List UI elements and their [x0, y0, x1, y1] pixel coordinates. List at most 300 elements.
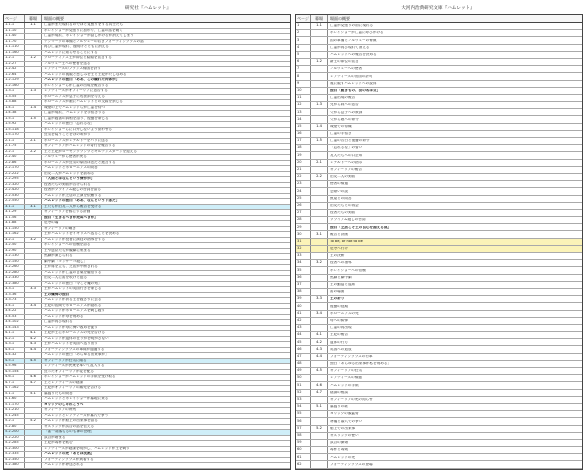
row-page: 3.4.53: [5, 314, 17, 318]
table-row: [296, 196, 582, 203]
row-scene: [24, 276, 42, 281]
row-summary: 亡霊が再び現れて消える: [330, 45, 370, 49]
row-summary: 尼寺の場: [44, 221, 59, 225]
row-scene: [24, 84, 42, 89]
row-scene: [24, 452, 42, 457]
table-row: [296, 138, 582, 145]
right-panel-title: 大河内治典研究文庫『ハムレット』: [401, 6, 475, 11]
row-summary: オフィーリアの狂気: [330, 369, 362, 373]
row-summary: ホレイショーが見張りに加わり、亡霊の話を聞く: [44, 28, 123, 32]
row-summary: ホレイショーへの信頼を語る: [44, 243, 91, 247]
row-summary: 旧友二人がハムレットを訪ねる: [44, 171, 95, 175]
row-summary: ハムレットが葬送される: [44, 463, 84, 467]
row-page: 38: [297, 289, 302, 294]
row-summary: 「人間とはなんという傑作か」: [44, 177, 95, 181]
row-page: 4.5.96: [5, 364, 17, 368]
row-summary: ハムレットがポローニアスを刺し殺す: [44, 309, 105, 313]
row-summary: 「雀一羽落ちるのも神の摂理」: [44, 430, 95, 434]
row-scene: [310, 203, 328, 209]
row-summary: フォーティンブラスの行軍: [330, 354, 373, 358]
row-summary: 使者の帰還: [330, 182, 348, 186]
row-page: 58: [297, 432, 302, 437]
row-summary: 「忘れるな」の誓い: [330, 146, 363, 150]
row-summary: 狂ったオフィーリアが花を配る: [44, 369, 94, 373]
table-row: [296, 354, 582, 361]
row-summary: 船上での出来事: [330, 426, 356, 430]
row-summary: 王がハムレットをイギリスへ送ることを決める: [44, 232, 120, 236]
row-summary: オフィーリアがハムレットの奇行を報告する: [44, 144, 116, 148]
row-page: 4.6.1: [5, 375, 15, 379]
row-page: 41: [297, 310, 302, 315]
row-scene: 5.1: [24, 392, 42, 397]
row-scene: [310, 66, 328, 72]
row-scene: [310, 188, 328, 194]
row-summary: ノルウェーへの使者: [330, 67, 363, 71]
row-scene: 3.3: [24, 287, 42, 292]
row-scene: [24, 436, 42, 441]
row-summary: 恋煩いの説: [330, 189, 348, 193]
row-scene: [24, 254, 42, 259]
row-summary: ハムレットとレアティーズが墓穴で争う: [44, 413, 109, 417]
row-summary: フォーティンブラスの登場: [330, 462, 373, 466]
row-page: 29: [297, 224, 302, 229]
row-scene: [310, 181, 328, 187]
table-row: [296, 217, 582, 224]
row-summary: ハムレットの手紙: [330, 383, 359, 387]
row-scene: 4.4: [310, 354, 328, 360]
right-column-headers: [296, 15, 582, 23]
row-scene: [310, 325, 328, 331]
row-page: 54: [297, 404, 302, 409]
row-summary: ハムレットとホレイショーが墓地に来る: [44, 397, 109, 401]
row-scene: [310, 447, 328, 453]
row-page: 5.2.285: [5, 441, 19, 445]
table-row: [296, 224, 582, 231]
row-scene: [24, 227, 42, 232]
row-summary: 毒杯と毒剣: [330, 448, 348, 452]
row-page: 3.1.1: [5, 204, 15, 208]
row-summary: 国の軍備とノルウェーの脅威: [330, 38, 377, 42]
row-scene: [310, 131, 328, 137]
table-row: [296, 231, 582, 238]
row-scene: 1.1: [310, 23, 328, 29]
row-summary: 亡霊出現の報告: [330, 96, 356, 100]
row-page: 1.2.129: [5, 78, 19, 82]
row-page: 1.1.110: [5, 45, 19, 49]
row-summary: レアティーズの出国の許可: [330, 74, 373, 78]
row-page: 4.1.1: [5, 331, 15, 335]
row-summary: ハムレットに知らせることにする: [44, 50, 98, 54]
table-row: [296, 116, 582, 123]
row-summary: 旧友二人の到着: [330, 175, 356, 179]
table-row: [296, 390, 582, 397]
table-row: [296, 397, 582, 404]
row-scene: [24, 73, 42, 78]
row-summary: 試合の開始: [330, 441, 348, 445]
row-page: 10: [297, 87, 302, 92]
table-row: [296, 375, 582, 382]
row-scene: [24, 232, 42, 237]
row-summary: 亡霊が殺害の真相を語り、復讐を命じる: [44, 116, 109, 120]
row-scene: 4.5: [24, 359, 42, 364]
row-scene: [310, 210, 328, 216]
row-summary: レアティーズのフランス帰国を許す: [44, 67, 101, 71]
row-scene: [24, 353, 42, 358]
row-page: 5.2.1: [5, 419, 15, 423]
row-scene: [24, 458, 42, 463]
row-scene: [24, 51, 42, 56]
row-page: 51: [297, 382, 302, 387]
row-summary: オズリックの使い: [330, 433, 359, 437]
row-summary: ハムレットが船上の出来事を語る: [44, 419, 98, 423]
row-scene: 3.2: [310, 260, 328, 266]
row-summary: 亡霊が現れ、ホレイショーが話しかけるが消えてしまう: [44, 34, 134, 38]
row-page: 6: [297, 59, 300, 64]
row-scene: [24, 62, 42, 67]
row-summary: ハムレットの独白「今こそ魔の刻」: [44, 281, 102, 285]
row-page: 53: [297, 397, 302, 402]
row-scene: 1.4: [310, 124, 328, 130]
row-page: 3.2.380: [5, 281, 19, 285]
row-summary: 旧友二人に笛を吹けと迫る: [44, 276, 88, 280]
row-page: 15: [297, 123, 302, 128]
row-page: 1.5.118: [5, 127, 19, 131]
row-scene: [24, 430, 42, 435]
row-scene: [310, 116, 328, 122]
row-summary: ハムレットが遺体の在りかを明かさない: [44, 336, 109, 340]
row-scene: [310, 30, 328, 36]
row-page: 32: [297, 246, 302, 251]
row-summary: ノルウェー王への使者を送る: [44, 61, 91, 65]
row-scene: [24, 29, 42, 34]
row-summary: 葬儀と墓穴での争い: [330, 419, 363, 423]
table-row: [296, 368, 582, 375]
row-summary: ホレイショーがハムレットの手紙を受け取る: [44, 375, 116, 379]
row-summary: 狂気を装うことをほのめかす: [44, 133, 91, 137]
row-scene: 3.2: [24, 238, 42, 243]
row-scene: 1.3: [310, 102, 328, 108]
row-summary: 旧友たちとの再会: [330, 203, 359, 207]
row-summary: オフィーリアが狂気に陥る: [44, 358, 87, 362]
row-scene: 4.3: [24, 342, 42, 347]
row-page: 1: [297, 23, 300, 28]
row-page: 39: [297, 296, 302, 301]
row-scene: 4.2: [24, 337, 42, 342]
table-row: [296, 167, 582, 174]
row-page: 3.3.1: [5, 287, 15, 291]
row-scene: 3.4: [24, 304, 42, 309]
row-summary: 城壁の上でハムレットらが亡霊を待つ: [44, 105, 106, 109]
row-scene: [310, 95, 328, 101]
row-summary: ハムレットへの報告を決める: [330, 53, 377, 57]
table-row: [296, 81, 582, 88]
row-page: 4.2.1: [5, 336, 15, 340]
row-scene: [24, 216, 42, 221]
row-scene: 1.5: [310, 138, 328, 144]
row-summary: レナルドーへの指示: [330, 160, 363, 164]
row-summary: クローディアス王が即位と結婚を宣言する: [44, 56, 112, 60]
table-row: [296, 160, 582, 167]
row-summary: 王たちが旧友二人から報告を受ける: [44, 204, 102, 208]
row-scene: [24, 386, 42, 391]
row-page: 12: [297, 102, 302, 107]
col-summary-header: 場面の概要: [44, 16, 64, 21]
row-page: 3.1.88: [5, 221, 17, 225]
row-scene: [310, 289, 328, 295]
row-summary: ハムレットが祈る王を殺さずに去る: [44, 298, 102, 302]
row-summary: 城壁での待機: [330, 124, 352, 128]
row-scene: [310, 397, 328, 403]
row-summary: 遺体の行方: [330, 340, 348, 344]
row-page: 5: [297, 52, 300, 57]
table-row: [296, 275, 582, 282]
row-page: 1.3.88: [5, 100, 17, 104]
row-summary: フォーティンブラスの軍隊が通過する: [44, 347, 105, 351]
row-scene: [310, 440, 328, 446]
row-page: 4.5.154: [5, 369, 19, 373]
row-summary: レアティーズがオフィーリアに忠告する: [44, 89, 108, 93]
row-scene: [24, 293, 42, 298]
row-summary: レアティーズが陰謀を明かし、ハムレットが王を刺す: [44, 446, 130, 450]
row-page: 5.1.1: [5, 391, 15, 395]
row-summary: 王の動揺と退席: [330, 283, 356, 287]
row-scene: [24, 441, 42, 446]
row-summary: 喪に服すハムレットへの説得: [330, 81, 377, 85]
table-row: [296, 447, 582, 454]
right-panel: [295, 14, 583, 470]
row-summary: ホレイショーが亡霊に呼びかける: [330, 31, 384, 35]
table-row: [296, 267, 582, 274]
row-page: 40: [297, 303, 302, 308]
row-summary: 新王の即位の宣言: [330, 60, 359, 64]
col-scene-header: 幕場: [24, 15, 42, 22]
row-scene: [24, 397, 42, 402]
row-scene: 4.3: [310, 346, 328, 352]
row-summary: オフィーリアの嘆き: [44, 226, 76, 230]
row-page: 33: [297, 253, 302, 258]
row-scene: [24, 34, 42, 39]
row-page: 3.1.162: [5, 232, 19, 236]
row-summary: 笛の場面: [330, 290, 345, 294]
row-page: 5.2.380: [5, 463, 19, 467]
row-summary: ハムレットとポローニアスの問答: [44, 166, 98, 170]
row-scene: [310, 246, 328, 252]
row-page: 22: [297, 174, 302, 179]
row-summary: ハムレットの死「あとは沈黙」: [44, 452, 95, 456]
row-summary: ハムレットの独白「忘れるな」: [44, 122, 95, 126]
row-summary: ヨリックの頭蓋骨: [330, 412, 359, 416]
table-row: [296, 131, 582, 138]
row-page: 45: [297, 339, 302, 344]
row-summary: ポローニアスが狂気の原因は恋だと進言する: [44, 160, 116, 164]
row-summary: ハムレットの独白「ああ、この穢れた肉体が」: [44, 78, 120, 82]
row-page: 2.2.222: [5, 171, 19, 175]
row-page: 4.4.32: [5, 353, 17, 357]
row-page: 1.1.70: [5, 39, 17, 43]
row-summary: 王妃がオフィーリアの溺死を告げる: [44, 386, 102, 390]
table-row: [296, 181, 582, 188]
row-scene: [24, 221, 42, 226]
row-summary: ハムレットが母に悔い改めを促す: [44, 325, 98, 329]
row-summary: ポローニアスの死: [330, 311, 359, 315]
row-scene: 4.1: [310, 332, 328, 338]
row-page: 49: [297, 368, 302, 373]
table-row: [296, 95, 582, 102]
row-page: 27: [297, 210, 302, 215]
table-row: [296, 433, 582, 440]
row-scene: [310, 88, 328, 94]
row-scene: 5.1: [310, 404, 328, 410]
row-page: 4.5.1: [5, 358, 15, 362]
row-page: 59: [297, 440, 302, 445]
row-page: 23: [297, 181, 302, 186]
row-page: 14: [297, 116, 302, 121]
row-summary: オフィーリアの葬列: [44, 408, 76, 412]
row-summary: 役者がプライアム殺しの台詞を語る: [44, 188, 102, 192]
row-scene: [24, 243, 42, 248]
table-row: [296, 260, 582, 267]
row-scene: [24, 309, 42, 314]
row-page: 60: [297, 447, 302, 452]
table-row: [296, 426, 582, 433]
row-page: 4.7.1: [5, 380, 15, 384]
row-page: 3.2.130: [5, 254, 19, 258]
table-row: [296, 73, 582, 80]
row-page: 1.1.1: [5, 23, 15, 27]
row-scene: [24, 210, 42, 215]
table-row: [296, 325, 582, 332]
row-page: 2.2.295: [5, 177, 19, 181]
row-scene: [310, 196, 328, 202]
row-summary: ノルウェーから使者が戻る: [44, 155, 87, 159]
row-page: 2.2.40: [5, 155, 17, 159]
row-summary: 英国への追放: [330, 347, 352, 351]
row-scene: 1.2: [24, 56, 42, 61]
row-scene: 1.3: [24, 89, 42, 94]
row-summary: 陰謀の相談: [330, 390, 348, 394]
row-page: 1.1.40: [5, 34, 17, 38]
row-page: 46: [297, 346, 302, 351]
row-scene: [24, 408, 42, 413]
row-page: 3.3.36: [5, 292, 17, 296]
row-page: 5.1.170: [5, 402, 19, 406]
row-scene: [24, 463, 42, 468]
row-summary: レアティーズの帰還: [330, 376, 362, 380]
row-page: 50: [297, 375, 302, 380]
row-page: 3.2.50: [5, 243, 17, 247]
row-scene: [310, 73, 328, 79]
row-page: 1.1.10: [5, 28, 17, 32]
row-scene: [24, 128, 42, 133]
row-summary: 王の決断: [330, 254, 345, 258]
row-scene: [310, 303, 328, 309]
table-row: [296, 52, 582, 59]
table-row: [296, 37, 582, 44]
row-scene: [310, 145, 328, 151]
row-scene: [24, 100, 42, 105]
row-page: 3: [297, 37, 300, 42]
row-scene: [310, 433, 328, 439]
row-summary: 墓掘りたちの問答: [44, 391, 73, 395]
row-summary: 王がハムレットを英国へ送り出す: [44, 342, 98, 346]
row-scene: 1.5: [24, 117, 42, 122]
row-page: 36: [297, 274, 302, 279]
table-row: [296, 30, 582, 37]
row-page: 1.3.55: [5, 94, 17, 98]
table-row: [4, 463, 290, 469]
row-summary: 墓掘りの歌: [330, 405, 348, 409]
row-page: 1.3.1: [5, 89, 15, 93]
row-summary: 再び亡霊が現れ、夜明けとともに消える: [44, 45, 109, 49]
row-scene: [310, 375, 328, 381]
left-column-headers: [4, 15, 290, 23]
row-summary: 父から息子への教訓: [330, 110, 363, 114]
row-page: 2.2.86: [5, 160, 17, 164]
row-page: 2.1.1: [5, 138, 15, 142]
row-scene: [310, 461, 328, 467]
table-row: [296, 23, 582, 30]
row-page: 56: [297, 418, 302, 423]
row-scene: [24, 265, 42, 270]
row-page: 3.2.1: [5, 237, 15, 241]
row-page: 5.2.80: [5, 424, 17, 428]
row-summary: オフィーリアの死の知らせ: [330, 398, 373, 402]
row-summary: 独白「芝居こそ王の良心を捕える罠」: [330, 225, 392, 229]
row-scene: 4.2: [310, 339, 328, 345]
row-page: 5.2.200: [5, 430, 19, 434]
table-row: [296, 461, 582, 468]
row-page: 34: [297, 260, 302, 265]
row-scene: 3.3: [310, 296, 328, 302]
row-summary: 王がハムレットの英国行きを命じる: [44, 287, 102, 291]
row-page: 5.1.210: [5, 408, 19, 412]
col-page-header: ページ: [297, 16, 309, 21]
row-scene: [310, 52, 328, 58]
table-row: [296, 346, 582, 353]
row-page: 44: [297, 332, 302, 337]
row-scene: [24, 414, 42, 419]
row-summary: 試合が始まる: [44, 435, 66, 439]
row-page: 9: [297, 80, 300, 85]
row-page: 3.1.150: [5, 226, 19, 230]
row-summary: 独白「あらゆる出来事が私を責める」: [330, 362, 392, 366]
row-page: 3.4.143: [5, 325, 19, 329]
row-scene: [24, 122, 42, 127]
row-page: 2.2.530: [5, 193, 19, 197]
row-scene: [24, 166, 42, 171]
row-page: 35: [297, 267, 302, 272]
row-summary: 黙劇が演じられる: [44, 254, 73, 258]
table-row: [296, 440, 582, 447]
row-summary: 王妃の居間でポローニアスが隠れる: [44, 303, 102, 307]
row-page: 3.2.330: [5, 276, 19, 280]
row-page: 1.5.92: [5, 122, 17, 126]
row-page: 1.2.1: [5, 56, 15, 60]
row-summary: 亡霊が見張りの前に現れる: [330, 24, 374, 28]
row-scene: [310, 253, 328, 259]
row-page: 55: [297, 411, 302, 416]
row-page: 43: [297, 325, 302, 330]
row-scene: 2.1: [24, 139, 42, 144]
row-page: 4.3.1: [5, 342, 15, 346]
row-scene: 5.2: [24, 419, 42, 424]
table-row: [296, 124, 582, 131]
row-summary: To be, or not to be: [330, 239, 363, 243]
row-scene: [24, 177, 42, 182]
row-page: 1.5.170: [5, 133, 19, 137]
row-scene: [310, 267, 328, 273]
panels: [3, 14, 583, 470]
